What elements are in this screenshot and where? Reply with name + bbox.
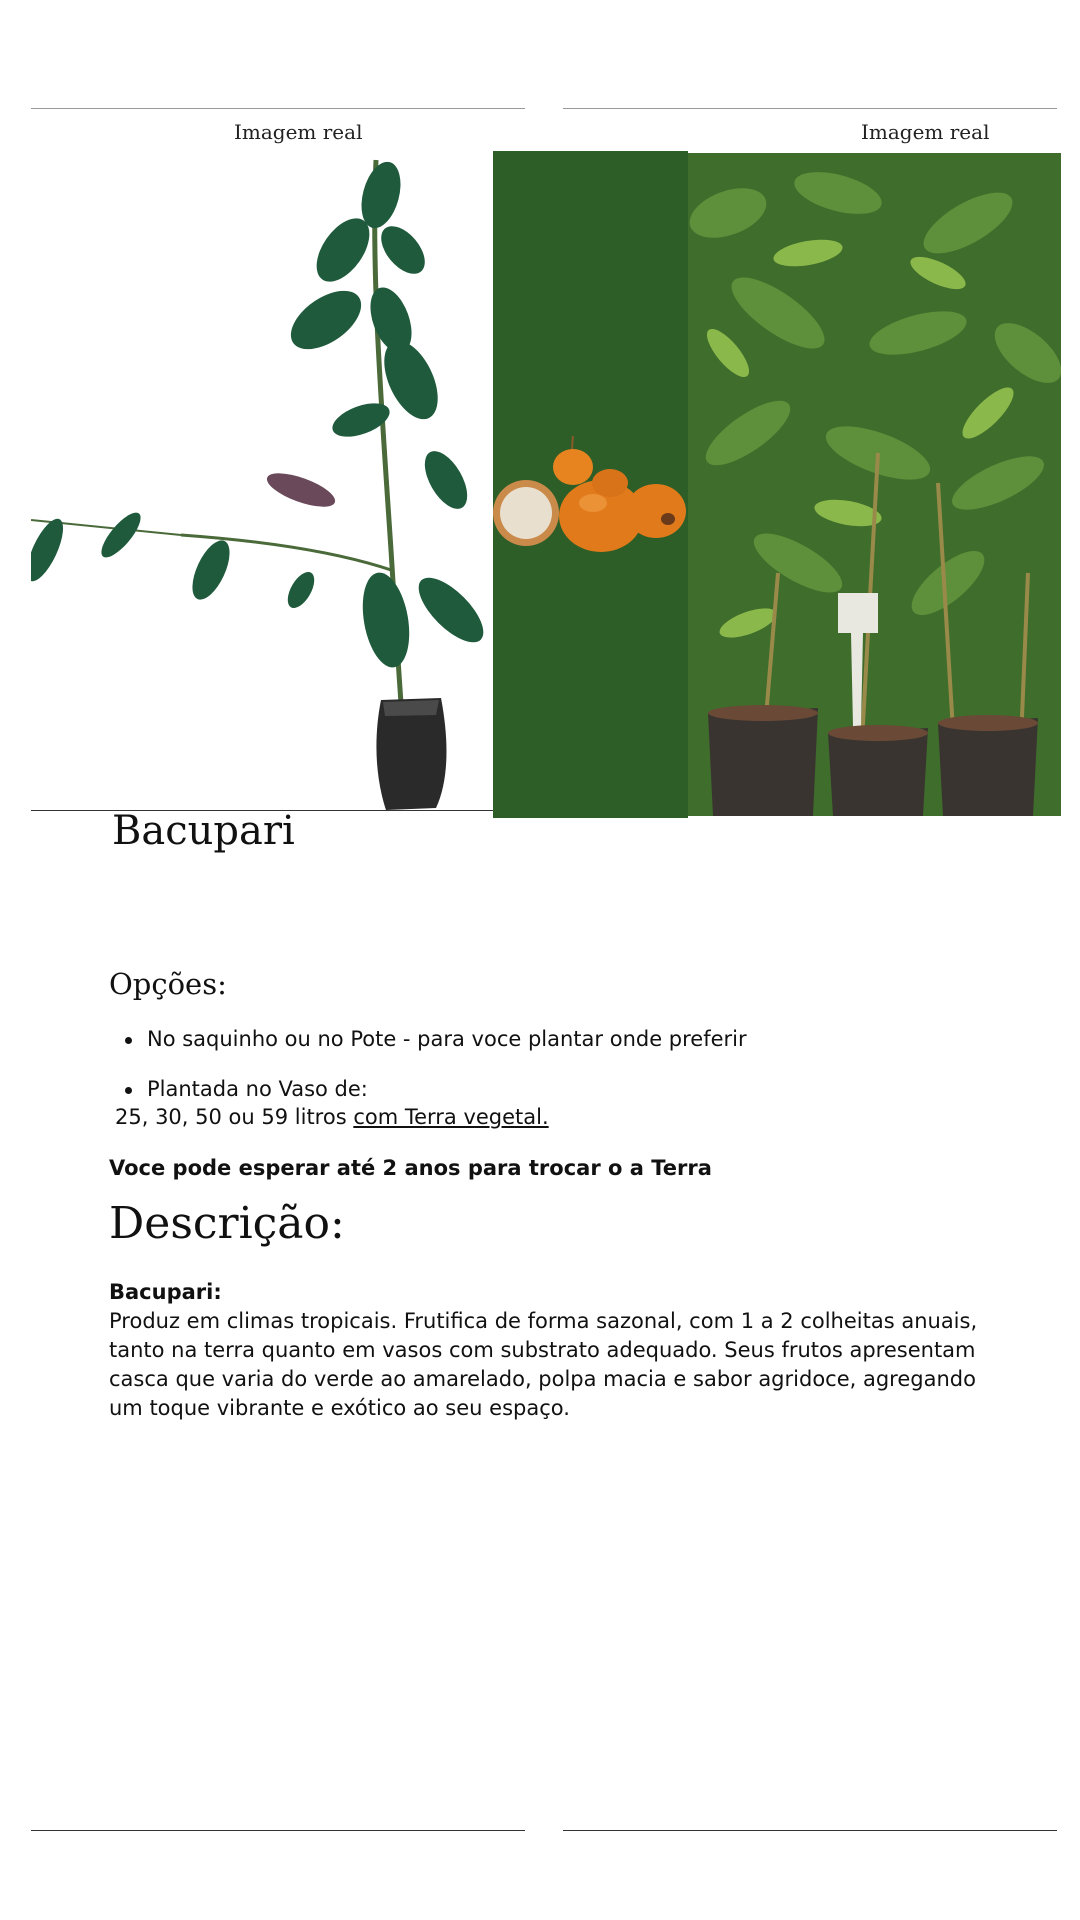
options-heading: Opções: <box>109 967 227 1001</box>
left-image-caption: Imagem real <box>234 120 363 144</box>
vase-size-line <box>115 1103 549 1131</box>
right-image-caption: Imagem real <box>861 120 990 144</box>
terra-vegetal-link[interactable]: com Terra vegetal. <box>353 1105 549 1129</box>
description-label: Bacupari: <box>109 1280 222 1304</box>
top-divider-right <box>563 108 1057 109</box>
product-title: Bacupari <box>112 808 295 854</box>
soil-change-note: Voce pode esperar até 2 anos para trocar o a Terra <box>109 1156 712 1180</box>
options-list <box>109 1025 1009 1103</box>
vase-size-text: 25, 30, 50 ou 59 litros <box>115 1105 354 1129</box>
description-heading: Descrição: <box>109 1198 345 1249</box>
bottom-divider-right <box>563 1830 1057 1831</box>
description-body: Produz em climas tropicais. Frutifica de forma sazonal, com 1 a 2 colheitas anuais, tanto na terra quanto em vasos com substrato adequado. Seus frutos apresentam casca que varia do verde ao amarelado, polpa macia e sabor agridoce, agregando um toque vibrante e exótico ao seu espaço. <box>109 1309 978 1420</box>
option-item-vase: Plantada no Vaso de: <box>109 1075 1009 1103</box>
nursery-plants-photo[interactable] <box>688 153 1061 816</box>
bottom-divider-left <box>31 1830 525 1831</box>
bacupari-fruits-image[interactable] <box>493 151 688 818</box>
top-divider-left <box>31 108 525 109</box>
option-item-bag: No saquinho ou no Pote - para voce plantar onde preferir <box>109 1025 1009 1053</box>
plant-seedling-image[interactable] <box>31 150 493 810</box>
